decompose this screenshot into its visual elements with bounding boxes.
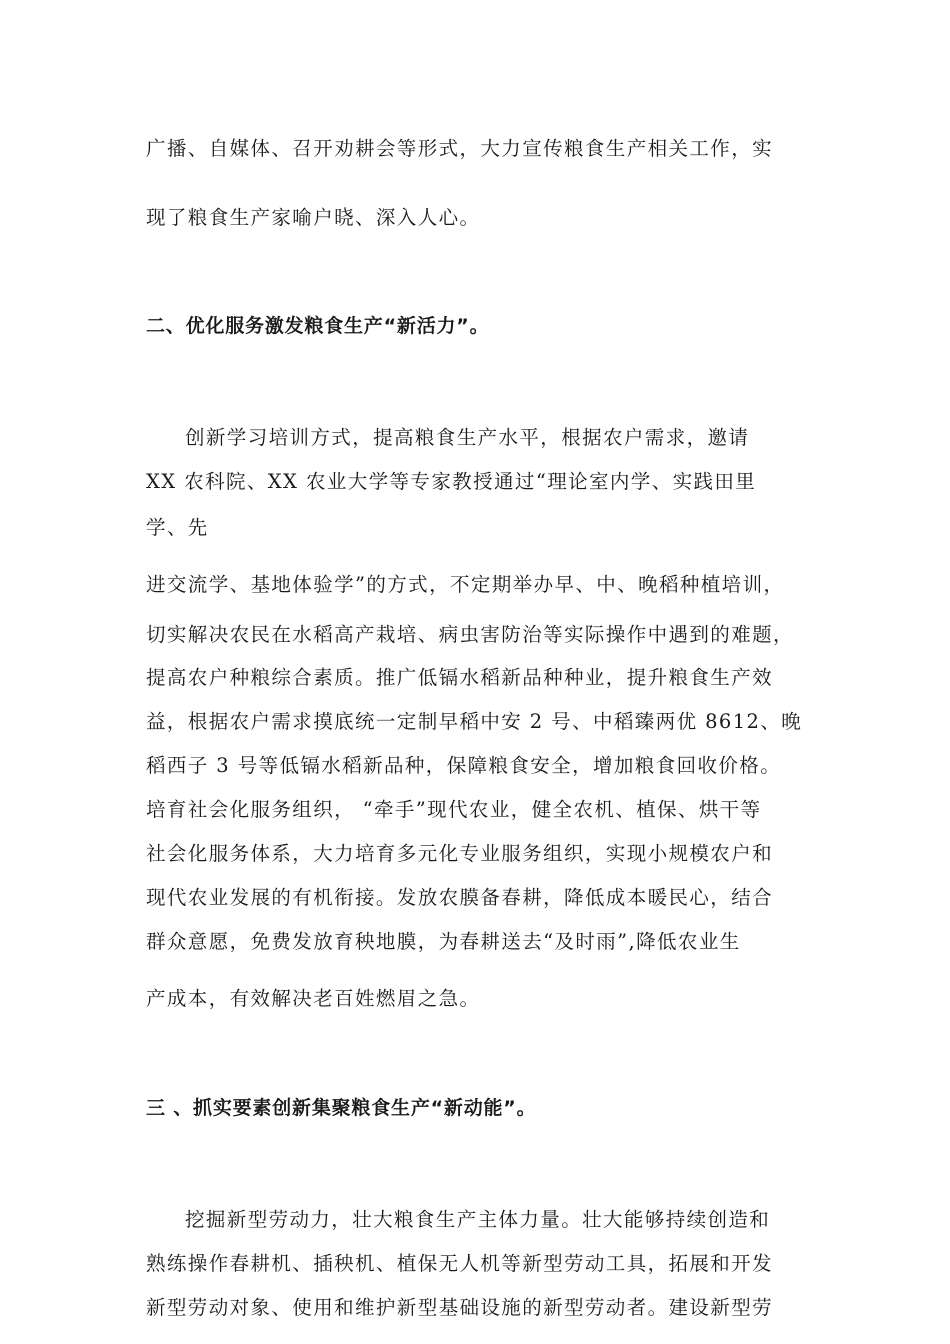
paragraph-line: 切实解决农民在水稻高产栽培、病虫害防治等实际操作中遇到的难题， [146, 623, 794, 646]
paragraph-line: 新型劳动对象、使用和维护新型基础设施的新型劳动者。建设新型劳 [146, 1296, 774, 1319]
paragraph-line: 稻西子 3 号等低镉水稻新品种，保障粮食安全，增加粮食回收价格。 [146, 754, 782, 777]
paragraph-line: 现代农业发展的有机衔接。发放农膜备春耕，降低成本暖民心，结合 [146, 886, 774, 909]
paragraph-line: 社会化服务体系，大力培育多元化专业服务组织，实现小规模农户和 [146, 842, 774, 865]
section-heading-3: 三 、抓实要素创新集聚粮食生产“新动能”。 [146, 1097, 537, 1119]
paragraph-line: 熟练操作春耕机、插秧机、植保无人机等新型劳动工具，拓展和开发 [146, 1252, 774, 1275]
paragraph-line: 群众意愿，免费发放育秧地膜，为春耕送去“及时雨”,降低农业生 [146, 930, 741, 953]
paragraph-line: XX 农科院、XX 农业大学等专家教授通过“理论室内学、实践田里 [146, 470, 757, 493]
paragraph-line: 产成本，有效解决老百姓燃眉之急。 [146, 987, 481, 1010]
paragraph-line: 现了粮食生产家喻户晓、深入人心。 [146, 206, 481, 229]
paragraph-line: 挖掘新型劳动力，壮大粮食生产主体力量。壮大能够持续创造和 [185, 1208, 771, 1231]
paragraph-line: 学、先 [146, 516, 209, 539]
paragraph-line: 提高农户种粮综合素质。推广低镉水稻新品种种业，提升粮食生产效 [146, 666, 774, 689]
paragraph-line: 培育社会化服务组织， “牵手”现代农业，健全农机、植保、烘干等 [146, 798, 762, 821]
paragraph-line: 创新学习培训方式，提高粮食生产水平，根据农户需求，邀请 [185, 426, 750, 449]
paragraph-line: 益，根据农户需求摸底统一定制早稻中安 2 号、中稻臻两优 8612、晚 [146, 710, 803, 733]
paragraph-line: 广播、自媒体、召开劝耕会等形式，大力宣传粮食生产相关工作，实 [146, 137, 774, 160]
paragraph-line: 进交流学、基地体验学”的方式，不定期举办早、中、晚稻种植培训， [146, 573, 785, 596]
section-heading-2: 二、优化服务激发粮食生产“新活力”。 [146, 315, 490, 337]
